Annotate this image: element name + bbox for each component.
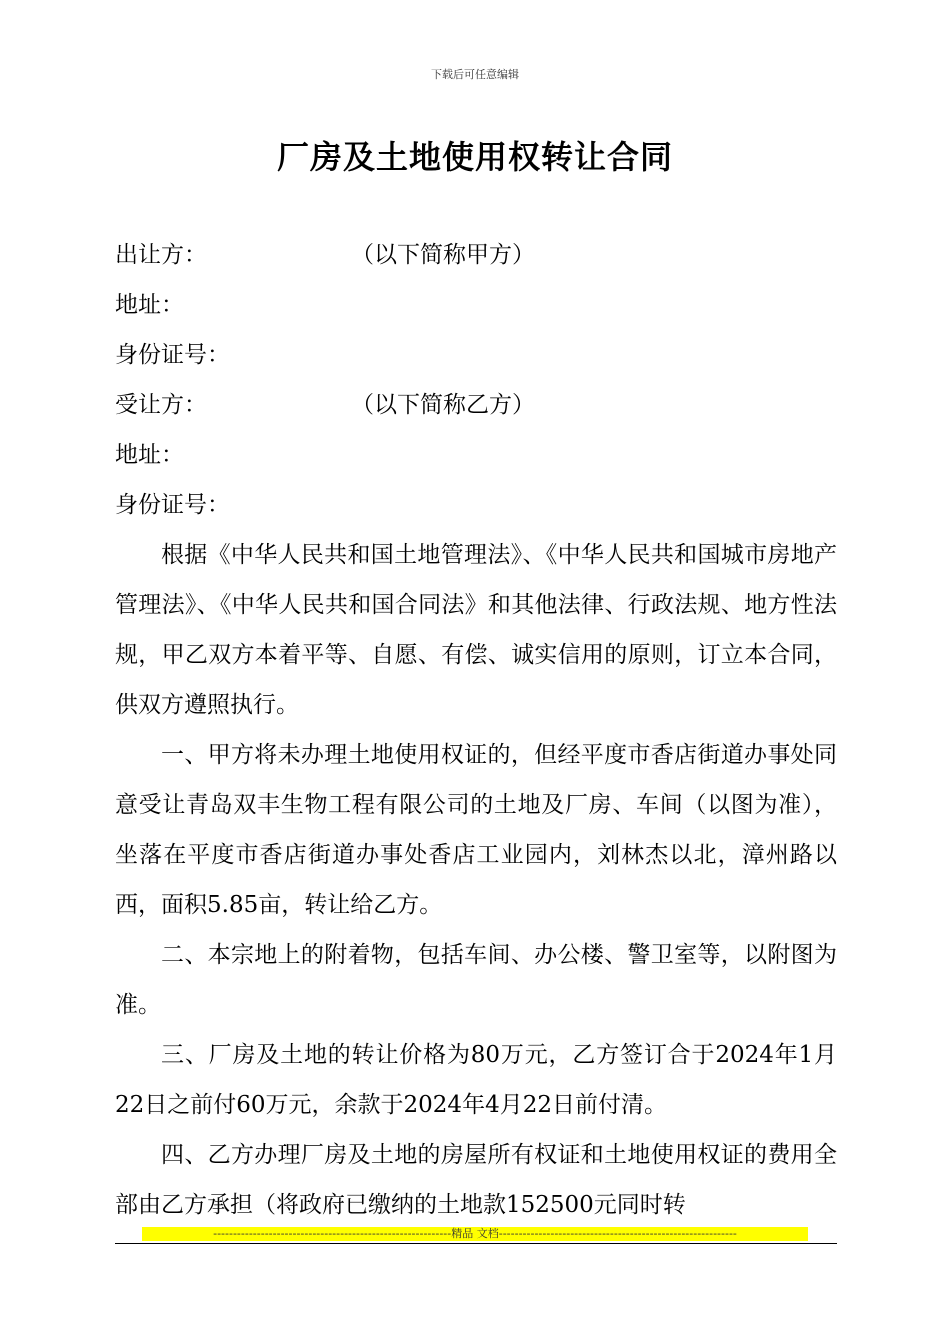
paragraph-clause-1: 一、甲方将未办理土地使用权证的，但经平度市香店街道办事处同意受让青岛双丰生物工程有限公司的土地及厂房、车间（以图为准），坐落在平度市香店街道办事处香店工业园内，刘林杰以北，漳州路以西，面积5.85亩，转让给乙方。 [115,742,837,918]
transferor-alias: （以下简称甲方） [351,242,535,268]
document-title: 厂房及土地使用权转让合同 [276,138,673,176]
paragraph-clause-3: 三、厂房及土地的转让价格为80万元，乙方签订合于2024年1月22日之前付60万元，余款于2024年4月22日前付清。 [115,1042,837,1118]
transferee-label: 受让方： [115,392,207,418]
header-note: 下载后可任意编辑 [431,68,519,81]
transferee-alias: （以下简称乙方） [351,392,535,418]
transferor-label: 出让方： [115,242,207,268]
paragraph-clause-2: 二、本宗地上的附着物，包括车间、办公楼、警卫室等，以附图为准。 [115,942,837,1018]
document-body [115,230,837,1230]
paragraph-preamble: 根据《中华人民共和国土地管理法》、《中华人民共和国城市房地产管理法》、《中华人民共和国合同法》和其他法律、行政法规、地方性法规，甲乙双方本着平等、自愿、有偿、诚实信用的原则，订立本合同，供双方遵照执行。 [115,542,837,718]
transferor-address-label: 地址： [115,292,184,318]
transferor-id-label: 身份证号： [115,342,230,368]
transferee-id-label: 身份证号： [115,492,230,518]
footer-watermark-band: ------------------------------------------------------------精品 文档------------------------------------------------------------ [142,1227,808,1241]
transferee-address-label: 地址： [115,442,184,468]
transferor-line [115,230,837,280]
transferee-line [115,380,837,430]
paragraph-clause-4: 四、乙方办理厂房及土地的房屋所有权证和土地使用权证的费用全部由乙方承担（将政府已缴纳的土地款152500元同时转 [115,1142,837,1218]
footer-divider [115,1243,837,1244]
